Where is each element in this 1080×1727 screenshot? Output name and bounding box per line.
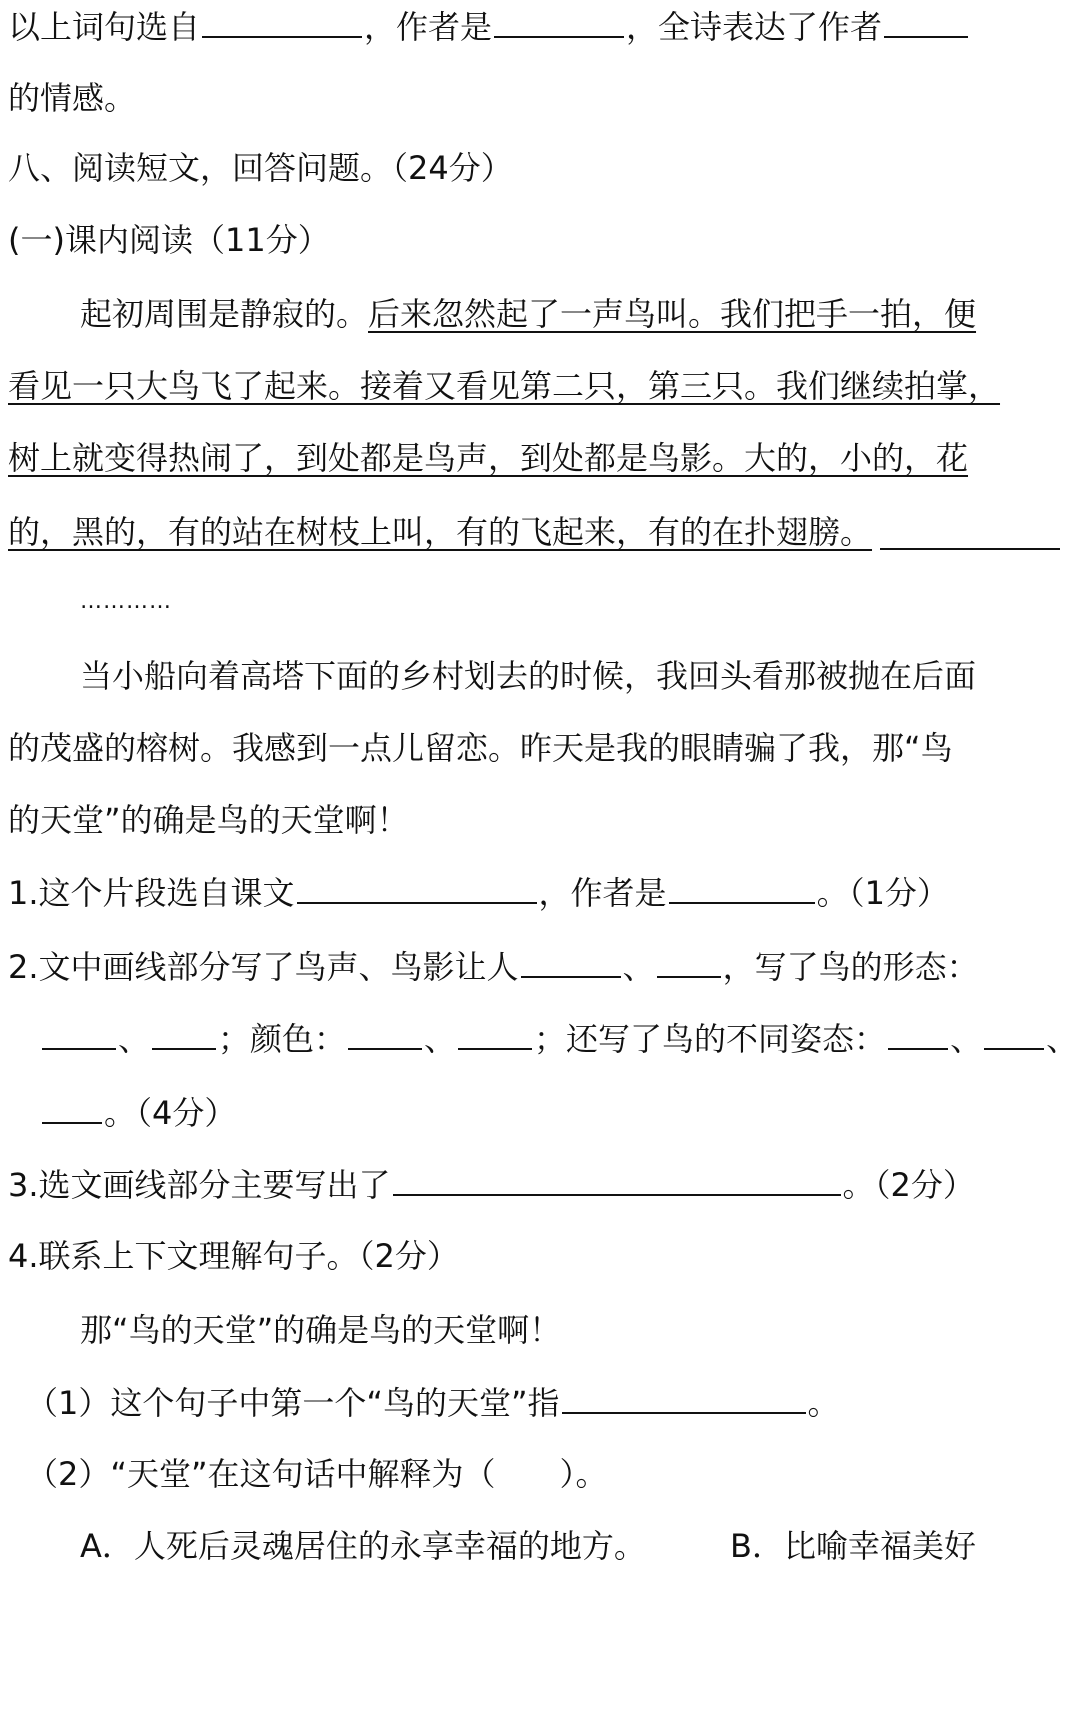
q2-text: 2.文中画线部分写了鸟声、鸟影让人 bbox=[8, 948, 519, 986]
answer-blank bbox=[657, 944, 721, 978]
question-2-cont-2 bbox=[40, 1090, 1072, 1135]
question-4-quote: 那“鸟的天堂”的确是鸟的天堂啊！ bbox=[80, 1311, 562, 1349]
passage-line-1 bbox=[80, 292, 1072, 336]
question-3 bbox=[8, 1162, 1072, 1207]
q1-text: ，作者是 bbox=[538, 874, 667, 912]
underlined-text: 的，黑的，有的站在树枝上叫，有的飞起来，有的在扑翅膀。 bbox=[8, 513, 873, 551]
answer-blank bbox=[562, 1380, 806, 1414]
answer-blank bbox=[888, 1016, 948, 1050]
q7-text-3: ，全诗表达了作者 bbox=[626, 8, 883, 46]
section-heading: 八、阅读短文，回答问题。（24分） bbox=[8, 149, 513, 187]
answer-blank bbox=[393, 1162, 841, 1196]
question-2-cont bbox=[40, 1016, 1079, 1061]
q4-1-text: （1）这个句子中第一个“鸟的天堂”指 bbox=[26, 1384, 560, 1422]
q4-1-text: 。 bbox=[807, 1384, 840, 1422]
answer-blank bbox=[494, 4, 624, 38]
option-a: A．人死后灵魂居住的永享幸福的地方。 bbox=[80, 1527, 646, 1565]
question-4: 4.联系上下文理解句子。（2分） bbox=[8, 1237, 459, 1275]
q4-2-text: ）。 bbox=[559, 1455, 608, 1493]
answer-blank bbox=[669, 870, 815, 904]
q1-text: 1.这个片段选自课文 bbox=[8, 874, 295, 912]
answer-blank bbox=[152, 1016, 216, 1050]
q7-text-1: 以上词句选自 bbox=[8, 8, 201, 46]
q2-text: ，写了鸟的形态： bbox=[722, 948, 979, 986]
ellipsis: ………… bbox=[80, 589, 172, 614]
question-1 bbox=[8, 870, 1072, 915]
q7-tail-line bbox=[8, 4, 1072, 49]
answer-blank bbox=[297, 870, 537, 904]
q2-text: ；颜色： bbox=[218, 1020, 347, 1058]
answer-blank bbox=[42, 1016, 116, 1050]
q1-text: 。（1分） bbox=[816, 874, 949, 912]
q3-text: 3.选文画线部分主要写出了 bbox=[8, 1166, 391, 1204]
q2-text: 、 bbox=[1046, 1020, 1079, 1058]
question-4-1 bbox=[26, 1380, 1072, 1425]
answer-blank bbox=[521, 944, 621, 978]
q4-2-text: （2）“天堂”在这句话中解释为（ bbox=[26, 1455, 496, 1493]
passage-line-2 bbox=[8, 364, 1072, 408]
answer-blank bbox=[348, 1016, 422, 1050]
passage-line-3 bbox=[8, 436, 1072, 480]
q7-text-4: 的情感。 bbox=[8, 79, 137, 117]
underlined-text: 树上就变得热闹了，到处都是鸟声，到处都是鸟影。大的，小的，花 bbox=[8, 439, 969, 477]
option-b: B．比喻幸福美好 bbox=[730, 1527, 976, 1565]
q7-tail-line-2 bbox=[8, 76, 1072, 120]
q2-text: 、 bbox=[622, 948, 655, 986]
q3-text: 。（2分） bbox=[842, 1166, 975, 1204]
q7-text-2: ，作者是 bbox=[364, 8, 493, 46]
answer-blank bbox=[458, 1016, 532, 1050]
question-2 bbox=[8, 944, 1072, 989]
q2-text: 、 bbox=[950, 1020, 983, 1058]
passage-line-6: 的茂盛的榕树。我感到一点儿留恋。昨天是我的眼睛骗了我，那“鸟 bbox=[8, 729, 953, 767]
answer-blank bbox=[884, 4, 968, 38]
answer-blank bbox=[202, 4, 362, 38]
answer-blank bbox=[984, 1016, 1044, 1050]
passage-line-7: 的天堂”的确是鸟的天堂啊！ bbox=[8, 801, 409, 839]
q2-text: ；还写了鸟的不同姿态： bbox=[534, 1020, 887, 1058]
q2-text: 。（4分） bbox=[104, 1094, 237, 1132]
sub-heading: (一)课内阅读（11分） bbox=[8, 221, 330, 259]
q2-text: 、 bbox=[118, 1020, 151, 1058]
question-4-2 bbox=[26, 1452, 1072, 1496]
underlined-text: 看见一只大鸟飞了起来。接着又看见第二只，第三只。我们继续拍掌， bbox=[8, 367, 1001, 405]
underline-extension bbox=[880, 548, 1060, 550]
underlined-text: 后来忽然起了一声鸟叫。我们把手一拍，便 bbox=[368, 295, 977, 333]
passage-text: 起初周围是静寂的。 bbox=[80, 295, 369, 333]
q2-text: 、 bbox=[424, 1020, 457, 1058]
answer-blank bbox=[42, 1090, 102, 1124]
passage-line-5: 当小船向着高塔下面的乡村划去的时候，我回头看那被抛在后面 bbox=[80, 657, 977, 695]
